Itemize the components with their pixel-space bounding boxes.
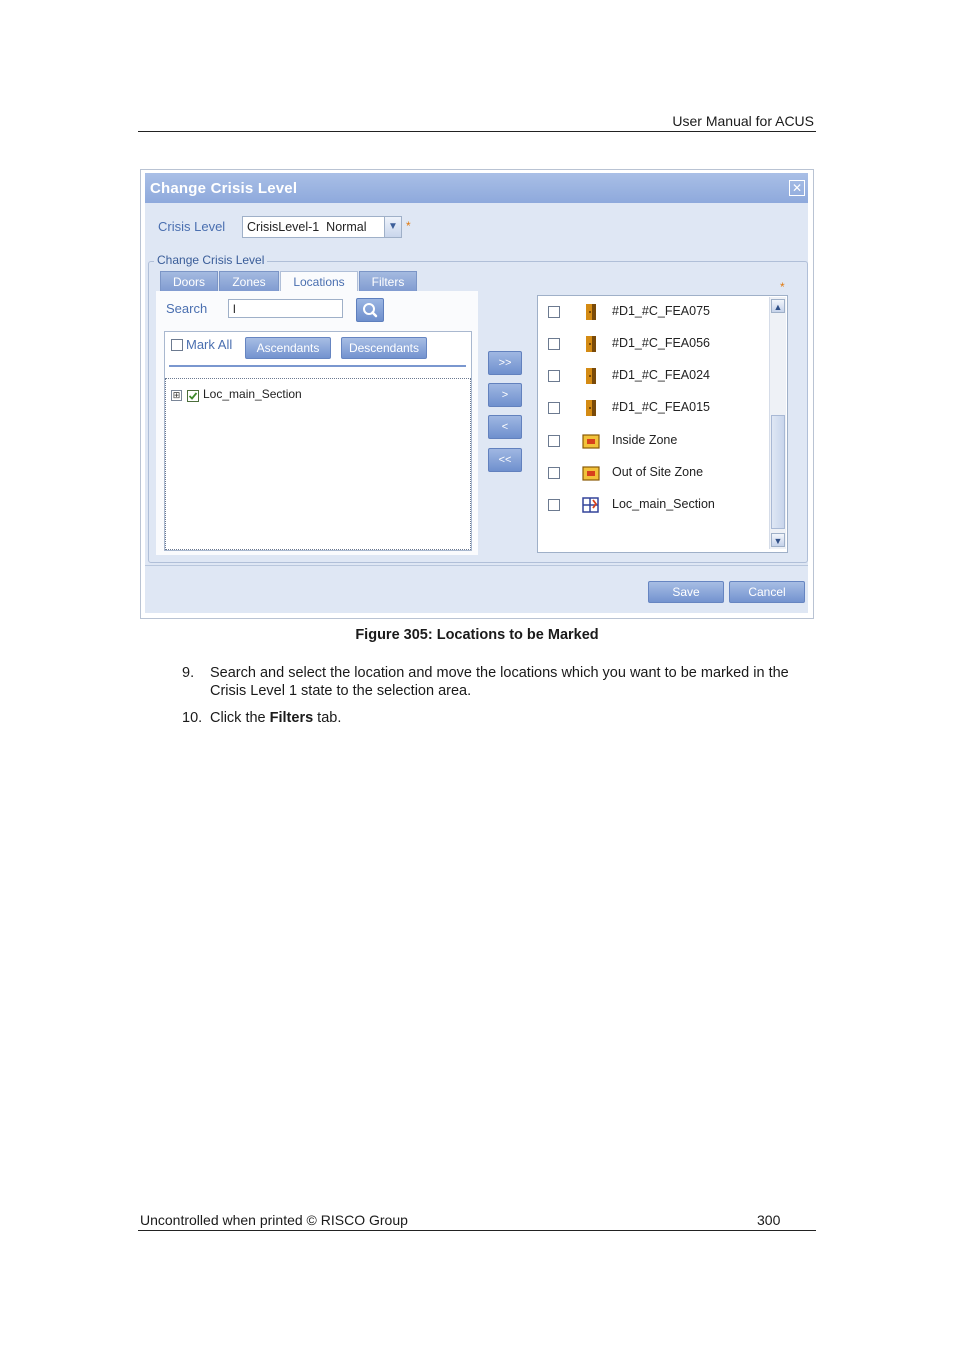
list-item-checkbox[interactable]	[548, 402, 560, 414]
dialog-title: Change Crisis Level	[150, 180, 298, 197]
step-text	[210, 709, 341, 727]
door-icon	[582, 303, 600, 321]
tree-item-checkbox[interactable]	[187, 390, 199, 402]
tab-doors[interactable]: Doors	[160, 271, 218, 292]
step-text-bold: Filters	[269, 710, 314, 726]
tab-zones[interactable]: Zones	[219, 271, 279, 292]
door-icon	[582, 367, 600, 385]
move-left-button[interactable]: <	[488, 415, 522, 439]
footer-copyright: Uncontrolled when printed © RISCO Group	[140, 1212, 408, 1228]
search-button[interactable]	[356, 298, 384, 322]
expand-icon[interactable]: ⊞	[172, 390, 181, 400]
mark-all-label: Mark All	[186, 337, 233, 352]
list-item-label: Inside Zone	[612, 433, 678, 447]
cancel-button[interactable]: Cancel	[729, 581, 805, 603]
tab-filters[interactable]: Filters	[359, 271, 417, 292]
descendants-button[interactable]: Descendants	[341, 337, 427, 359]
list-item-checkbox[interactable]	[548, 467, 560, 479]
list-item-label: #D1_#C_FEA056	[612, 336, 710, 350]
figure-caption: Figure 305: Locations to be Marked	[355, 627, 599, 643]
tree-divider	[169, 365, 466, 367]
step-text-pre: Click the	[210, 710, 270, 726]
scroll-up-icon[interactable]: ▲	[771, 299, 785, 313]
list-item-label: #D1_#C_FEA075	[612, 304, 710, 318]
move-right-button[interactable]: >	[488, 383, 522, 407]
crisis-level-label: Crisis Level	[158, 219, 226, 234]
scroll-down-icon[interactable]: ▼	[771, 533, 785, 547]
list-item-label: Out of Site Zone	[612, 465, 704, 479]
search-icon	[357, 299, 383, 321]
dialog-footer-divider	[145, 565, 808, 566]
step-text-post: tab.	[313, 710, 342, 726]
group-legend: Change Crisis Level	[154, 253, 267, 267]
list-item-checkbox[interactable]	[548, 338, 560, 350]
move-all-left-button[interactable]: <<	[488, 448, 522, 472]
header-rule	[138, 131, 816, 132]
list-item-checkbox[interactable]	[548, 435, 560, 447]
save-button[interactable]: Save	[648, 581, 724, 603]
list-item-checkbox[interactable]	[548, 499, 560, 511]
close-icon[interactable]: ✕	[789, 180, 805, 196]
tree-area	[165, 378, 471, 550]
search-input[interactable]: l	[228, 299, 343, 318]
list-item-label: #D1_#C_FEA015	[612, 400, 710, 414]
list-scrollbar[interactable]	[769, 297, 786, 549]
crisis-level-value: CrisisLevel-1 Normal	[247, 220, 367, 234]
list-item-checkbox[interactable]	[548, 306, 560, 318]
selection-list	[537, 295, 788, 553]
chevron-down-icon[interactable]: ▼	[384, 217, 401, 237]
step-text: Search and select the location and move the locations which you want to be marked in the Crisis Level 1 state to the selection area.	[210, 665, 789, 699]
location-icon	[582, 496, 600, 514]
footer-rule	[138, 1230, 816, 1231]
running-header: User Manual for ACUS	[672, 113, 814, 129]
checkmark-icon	[188, 391, 198, 401]
crisis-level-select[interactable]	[242, 216, 402, 238]
door-icon	[582, 399, 600, 417]
required-marker: *	[406, 219, 411, 233]
zone-icon	[582, 432, 600, 450]
list-item-label: #D1_#C_FEA024	[612, 368, 710, 382]
page-number: 300	[757, 1212, 781, 1228]
tab-locations[interactable]: Locations	[280, 271, 358, 292]
move-all-right-button[interactable]: >>	[488, 351, 522, 375]
tree-item-label[interactable]: Loc_main_Section	[203, 387, 302, 401]
door-icon	[582, 335, 600, 353]
scroll-thumb[interactable]	[771, 415, 785, 529]
step-number: 9.	[182, 665, 195, 681]
mark-all-checkbox[interactable]	[171, 339, 183, 351]
zone-icon	[582, 464, 600, 482]
step-number: 10.	[182, 710, 203, 726]
ascendants-button[interactable]: Ascendants	[245, 337, 331, 359]
search-label: Search	[166, 301, 208, 316]
required-marker-list: *	[780, 280, 785, 294]
list-item-label: Loc_main_Section	[612, 497, 715, 511]
list-item-checkbox[interactable]	[548, 370, 560, 382]
